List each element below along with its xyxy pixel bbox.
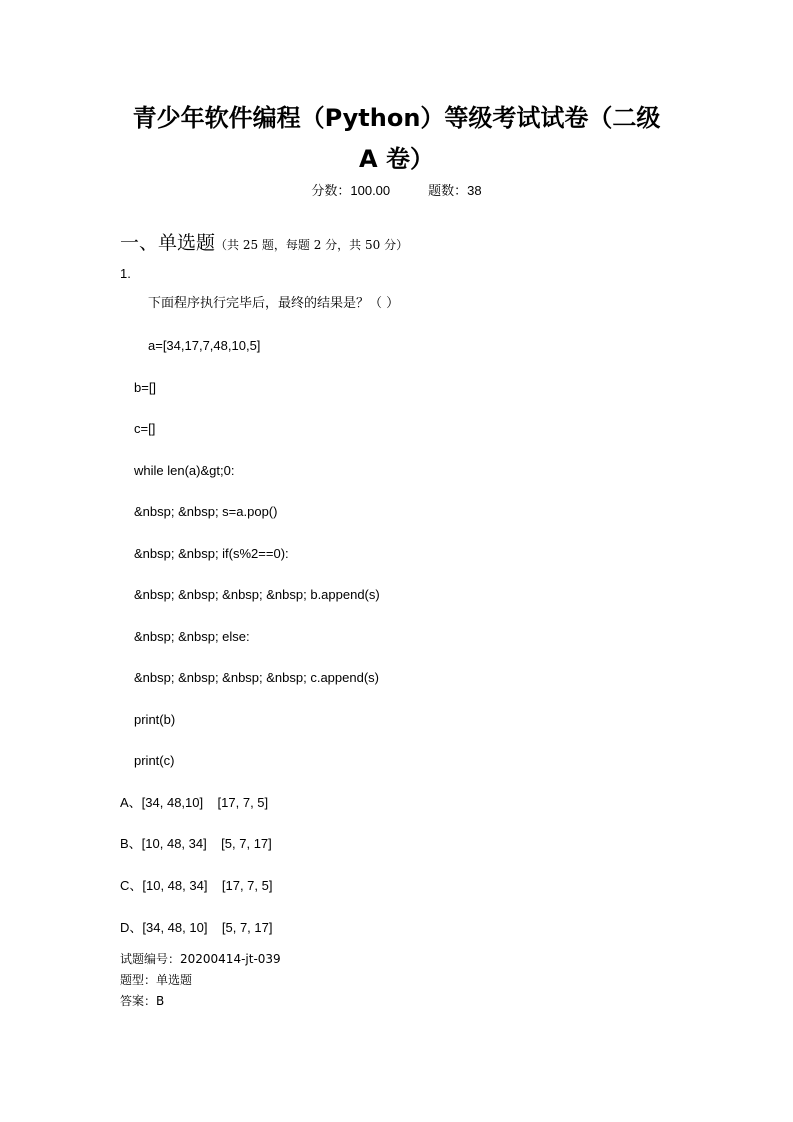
- code-line: print(c): [134, 753, 175, 768]
- code-line: &nbsp; &nbsp; &nbsp; &nbsp; c.append(s): [134, 670, 379, 685]
- code-line: print(b): [134, 712, 176, 727]
- code-line: &nbsp; &nbsp; else:: [134, 629, 250, 644]
- question-number: 1.: [120, 266, 131, 281]
- document-meta: [0, 182, 793, 200]
- option-a: A、[34, 48,10] [17, 7, 5]: [120, 795, 269, 810]
- total-score: 分数：100.00: [311, 183, 391, 198]
- code-line: &nbsp; &nbsp; &nbsp; &nbsp; b.append(s): [134, 587, 380, 602]
- code-line: while len(a)&gt;0:: [134, 463, 235, 478]
- code-line: c=[]: [134, 421, 156, 436]
- question-count: 题数：38: [428, 183, 482, 198]
- section-title: 一、单选题: [120, 232, 216, 254]
- option-c: C、[10, 48, 34] [17, 7, 5]: [120, 878, 273, 893]
- question-id: 试题编号：20200414-jt-039: [120, 952, 281, 966]
- code-line: &nbsp; &nbsp; if(s%2==0):: [134, 546, 289, 561]
- question-type: 题型：单选题: [120, 973, 193, 987]
- question-answer: 答案：B: [120, 994, 165, 1008]
- code-line: &nbsp; &nbsp; s=a.pop(): [134, 504, 278, 519]
- option-d: D、[34, 48, 10] [5, 7, 17]: [120, 920, 273, 935]
- option-b: B、[10, 48, 34] [5, 7, 17]: [120, 836, 272, 851]
- document-title-line1: 青少年软件编程（Python）等级考试试卷（二级: [132, 104, 661, 132]
- document-title-line2: A 卷）: [359, 145, 434, 173]
- code-line: a=[34,17,7,48,10,5]: [148, 338, 261, 353]
- section-heading: [120, 230, 408, 258]
- question-prompt: 下面程序执行完毕后，最终的结果是？（ ）: [148, 296, 400, 311]
- section-note: （共 25 题，每题 2 分，共 50 分）: [215, 238, 409, 252]
- code-line: b=[]: [134, 380, 157, 395]
